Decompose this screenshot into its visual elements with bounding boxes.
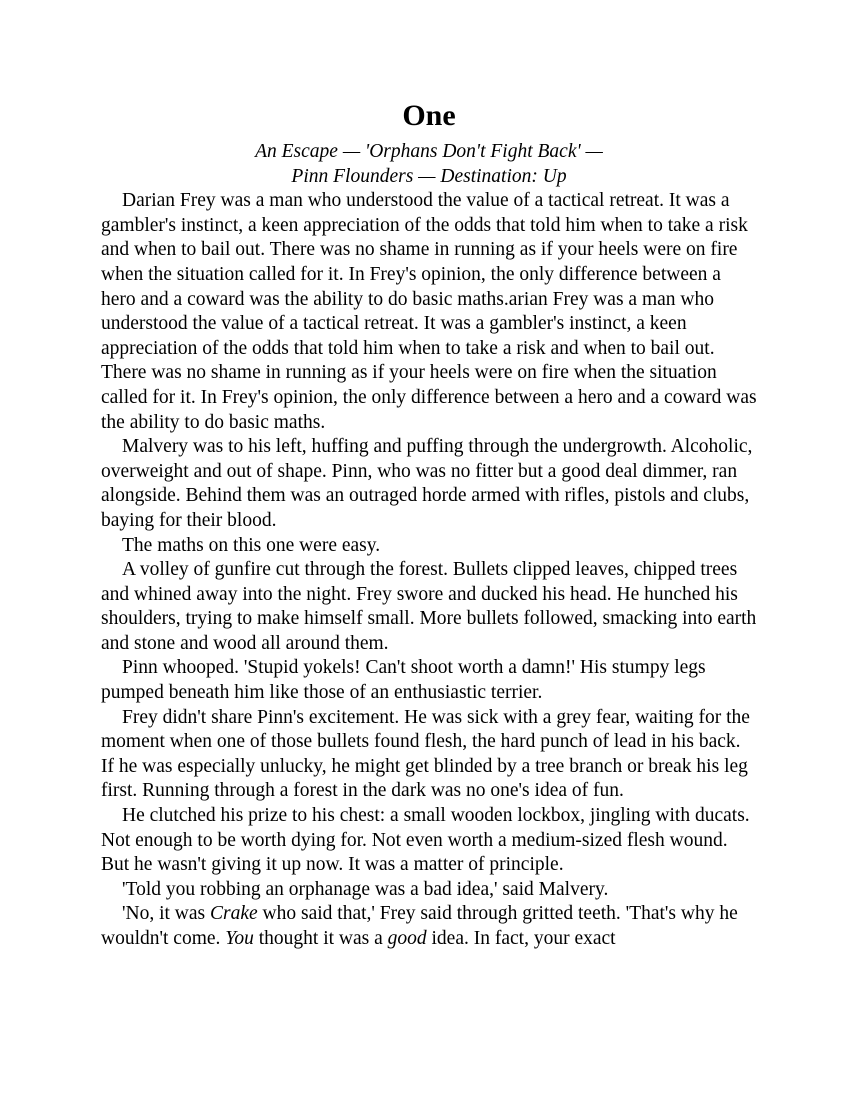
paragraph-6: Frey didn't share Pinn's excitement. He was sick with a grey fear, waiting for the moment when one of those bullets found flesh, the hard punch of lead in his back. If he was especially unlucky, he might get blinded by a tree branch or break his leg first. Running through a forest in the dark was no one's idea of fun. xyxy=(101,706,750,802)
chapter-body xyxy=(101,189,757,951)
paragraph-5: Pinn whooped. 'Stupid yokels! Can't shoot worth a damn!' His stumpy legs pumped beneath him like those of an enthusiastic terrier. xyxy=(101,657,706,704)
paragraph-2: Malvery was to his left, huffing and puffing through the undergrowth. Alcoholic, overweight and out of shape. Pinn, who was no fitter but a good deal dimmer, ran alongside. Behind them was an outraged horde armed with rifles, pistols and clubs, baying for their blood. xyxy=(101,436,753,531)
chapter-subtitle-line-2: Pinn Flounders — Destination: Up xyxy=(291,165,567,187)
paragraph-9 xyxy=(101,902,757,951)
paragraph-9-text-3: thought it was a xyxy=(253,928,388,949)
paragraph-9-emphasis-crake: Crake xyxy=(210,903,258,925)
chapter-subtitle-line-1: An Escape — 'Orphans Don't Fight Back' — xyxy=(255,141,603,162)
paragraph-9-emphasis-good: good xyxy=(387,928,427,949)
chapter-title: One xyxy=(402,99,456,132)
paragraph-8: 'Told you robbing an orphanage was a bad idea,' said Malvery. xyxy=(122,878,609,900)
paragraph-9-emphasis-you: You xyxy=(225,928,254,949)
paragraph-9-text-2: who said that,' Frey said through gritted teeth. 'That's why he wouldn't come. xyxy=(101,903,738,949)
paragraph-3: The maths on this one were easy. xyxy=(122,534,381,556)
paragraph-9-text-1: 'No, it was xyxy=(122,903,211,925)
book-page xyxy=(101,96,757,952)
paragraph-9-text-4: idea. In fact, your exact xyxy=(426,928,616,949)
paragraph-1: Darian Frey was a man who understood the value of a tactical retreat. It was a gambler's instinct, a keen appreciation of the odds that told him when to take a risk and when to bail out. There was no shame in running as if your heels were on fire when the situation called for it. In Frey's opinion, the only difference between a hero and a coward was the ability to do basic maths.arian Frey was a man who understood the value of a tactical retreat. It was a gambler's instinct, a keen appreciation of the odds that told him when to take a risk and when to bail out. There was no shame in running as if your heels were on fire when the situation called for it. In Frey's opinion, the only difference between a hero and a coward was the ability to do basic maths. xyxy=(101,190,757,433)
paragraph-4: A volley of gunfire cut through the forest. Bullets clipped leaves, chipped trees and whined away into the night. Frey swore and ducked his head. He hunched his shoulders, trying to make himself small. More bullets followed, smacking into earth and stone and wood all around them. xyxy=(101,559,757,654)
paragraph-7: He clutched his prize to his chest: a small wooden lockbox, jingling with ducats. Not enough to be worth dying for. Not even worth a medium-sized flesh wound. But he wasn't giving it up now. It was a matter of principle. xyxy=(101,805,750,876)
